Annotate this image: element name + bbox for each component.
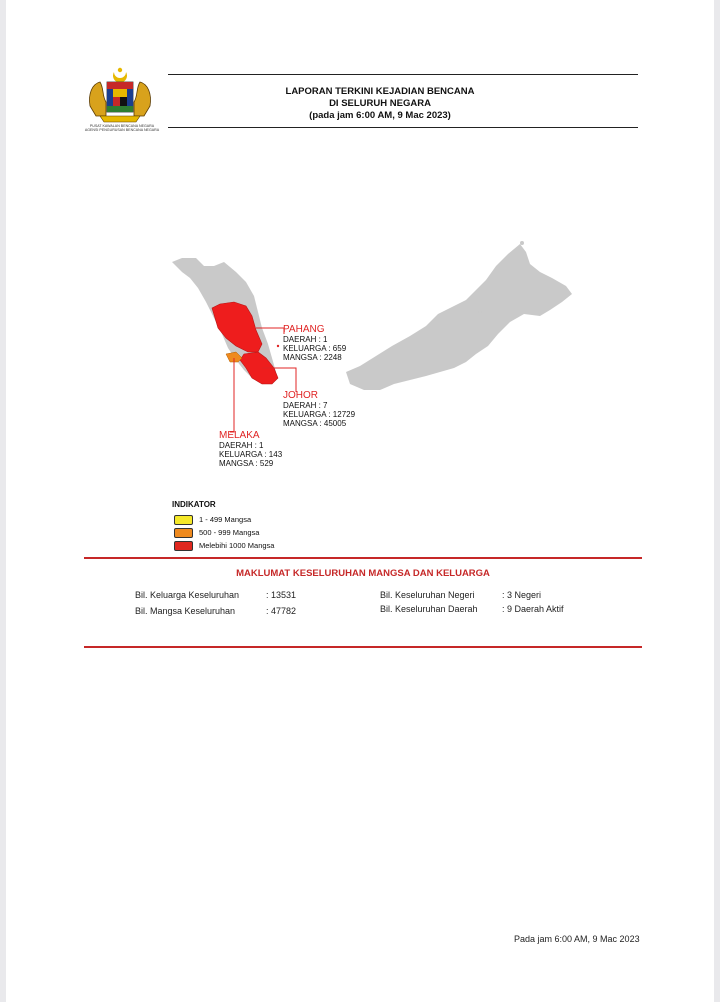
legend-item: [174, 528, 259, 538]
summary-value-mangsa: : 47782: [266, 606, 297, 616]
summary-label-daerah: Bil. Keseluruhan Daerah: [380, 604, 478, 614]
legend-swatch-red: [174, 541, 193, 551]
title-line-1: LAPORAN TERKINI KEJADIAN BENCANA: [285, 86, 475, 97]
state-mangsa: MANGSA : 45005: [283, 419, 347, 428]
summary-label-mangsa: Bil. Mangsa Keseluruhan: [135, 606, 236, 616]
legend-swatch-orange: [174, 528, 193, 538]
state-mangsa: MANGSA : 2248: [283, 353, 342, 362]
footer-timestamp: Pada jam 6:00 AM, 9 Mac 2023: [514, 934, 640, 944]
state-keluarga: KELUARGA : 659: [283, 344, 347, 353]
state-keluarga: KELUARGA : 12729: [283, 410, 356, 419]
agency-line-1: PUSAT KAWALAN BENCANA NEGARA: [89, 124, 155, 128]
island-mark: [478, 310, 481, 313]
summary-bottom-rule: [84, 646, 642, 648]
summary-value-negeri: : 3 Negeri: [502, 590, 542, 600]
state-keluarga: KELUARGA : 143: [219, 450, 283, 459]
state-daerah: DAERAH : 7: [283, 401, 328, 410]
legend-item: [174, 541, 274, 551]
legend-title: INDIKATOR: [172, 500, 216, 509]
melaka-label: [219, 430, 282, 468]
legend-label: 500 - 999 Mangsa: [199, 528, 260, 537]
state-daerah: DAERAH : 1: [219, 441, 264, 450]
state-name: PAHANG: [283, 324, 325, 335]
pahang-label: [283, 324, 346, 362]
legend-swatch-yellow: [174, 515, 193, 525]
title-line-2: DI SELURUH NEGARA: [329, 98, 431, 109]
summary-title: MAKLUMAT KESELURUHAN MANGSA DAN KELUARGA: [236, 568, 490, 579]
melaka-leader-line: [230, 358, 234, 432]
malaysia-map: [0, 0, 720, 480]
johor-label: [283, 390, 355, 428]
legend-item: [174, 515, 251, 525]
state-mangsa: MANGSA : 529: [219, 459, 274, 468]
state-name: MELAKA: [219, 430, 260, 441]
state-daerah: DAERAH : 1: [283, 335, 328, 344]
marker-dot: [277, 345, 279, 347]
state-name: JOHOR: [283, 390, 318, 401]
agency-line-2: AGENSI PENGURUSAN BENCANA NEGARA: [84, 128, 160, 132]
title-line-3: (pada jam 6:00 AM, 9 Mac 2023): [309, 110, 451, 121]
summary-label-keluarga: Bil. Keluarga Keseluruhan: [135, 590, 240, 600]
summary-top-rule: [84, 557, 642, 559]
summary-label-negeri: Bil. Keseluruhan Negeri: [380, 590, 475, 600]
summary-value-keluarga: : 13531: [266, 590, 297, 600]
east-malaysia-land: [346, 244, 572, 390]
island-mark: [520, 241, 524, 245]
legend-label: Melebihi 1000 Mangsa: [199, 541, 275, 550]
legend-label: 1 - 499 Mangsa: [199, 515, 252, 524]
summary-value-daerah: : 9 Daerah Aktif: [502, 604, 564, 614]
